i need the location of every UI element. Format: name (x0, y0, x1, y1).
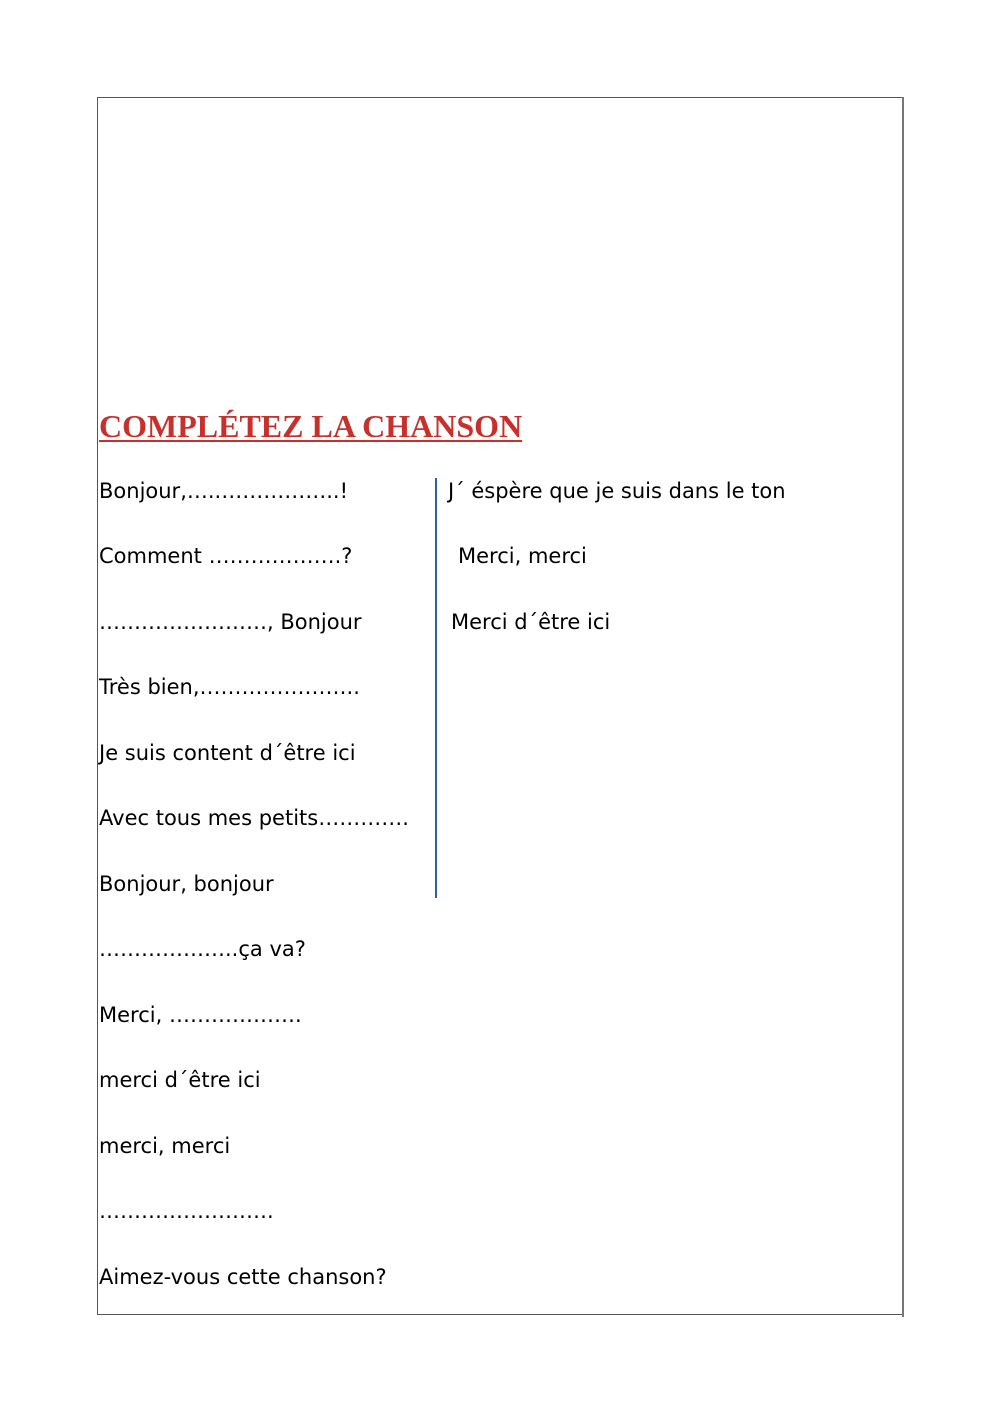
song-right-line-3: Merci d´être ici (451, 610, 611, 634)
song-line-12: ……………………. (99, 1199, 274, 1223)
song-line-8: ………………..ça va? (99, 937, 306, 961)
song-line-3: ……………………, Bonjour (99, 610, 362, 634)
song-line-9: Merci, ………………. (99, 1003, 302, 1027)
column-divider (435, 478, 437, 898)
page-border-right-edge (902, 97, 904, 1317)
song-line-13: Aimez-vous cette chanson? (99, 1265, 387, 1289)
song-right-line-1: J´ éspère que je suis dans le ton (448, 479, 786, 503)
song-line-11: merci, merci (99, 1134, 231, 1158)
song-line-5: Je suis content d´être ici (99, 741, 356, 765)
song-line-6: Avec tous mes petits…………. (99, 806, 409, 830)
song-line-7: Bonjour, bonjour (99, 872, 274, 896)
song-line-10: merci d´être ici (99, 1068, 261, 1092)
song-right-line-2: Merci, merci (458, 544, 587, 568)
worksheet-title: COMPLÉTEZ LA CHANSON (99, 408, 523, 444)
song-line-4: Très bien,………………….. (99, 675, 360, 699)
song-line-1: Bonjour,…..……………..! (99, 479, 348, 503)
song-line-2: Comment ……………….? (99, 544, 353, 568)
